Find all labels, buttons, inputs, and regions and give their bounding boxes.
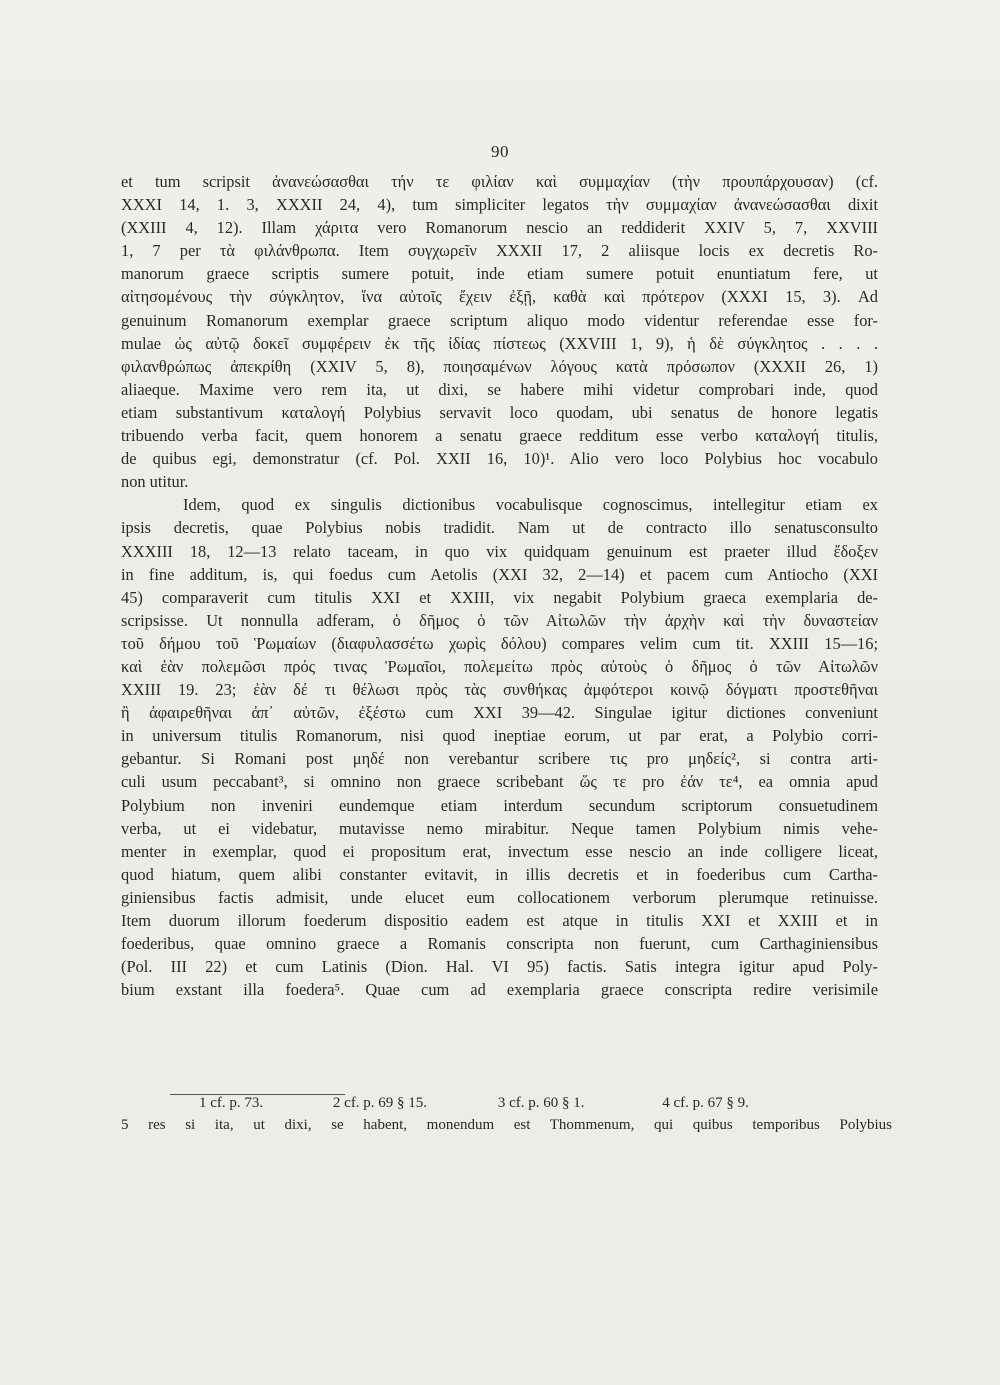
text-line: verba, ut ei videbatur, mutavisse nemo mirabitur. Neque tamen Polybium nimis vehe- xyxy=(121,818,878,838)
footnote-1: 1 cf. p. 73. xyxy=(199,1095,264,1111)
footnote-5: 5 res si ita, ut dixi, se habent, monendum est Thommenum, qui quibus temporibus Polybius xyxy=(121,1117,892,1133)
text-line: scripsisse. Ut nonnulla adferam, ὁ δῆμος ὁ τῶν Αἰτωλῶν τὴν ἀρχὴν καὶ τὴν δυναστείαν xyxy=(121,610,878,630)
text-line: menter in exemplar, quod ei propositum erat, invectum esse nescio an inde colligere liceat, xyxy=(121,841,878,861)
text-line: giniensibus factis admisit, unde elucet eum collocationem verborum plerumque retinuisse. xyxy=(121,887,878,907)
text-line: φιλανθρώπως ἀπεκρίθη (XXIV 5, 8), ποιησαμένων λόγους κατὰ πρόσωπον (XXXII 26, 1) xyxy=(121,356,878,376)
text-line: XXXI 14, 1. 3, XXXII 24, 4), tum simpliciter legatos τὴν συμμαχίαν ἀνανεώσασθαι dixit xyxy=(121,195,878,215)
text-line: et tum scripsit ἀνανεώσασθαι τήν τε φιλίαν καὶ συμμαχίαν (τὴν προυπάρχουσαν) (cf. xyxy=(121,172,878,191)
text-line: Item duorum illorum foederum dispositio eadem est atque in titulis XXI et XXIII et in xyxy=(121,911,878,930)
text-line: non utitur. xyxy=(121,472,189,492)
text-line: ἢ ἀφαιρεθῆναι ἀπ᾽ αὐτῶν, ἐξέστω cum XXI 39—42. Singulae igitur dictiones conveniunt xyxy=(121,703,878,723)
text-line: καὶ ἐὰν πολεμῶσι πρός τινας Ῥωμαῖοι, πολεμείτω πρὸς αὐτοὺς ὁ δῆμος ὁ τῶν Αἰτωλῶν xyxy=(121,656,878,676)
text-line: αἰτησομένους τὴν σύγκλητον, ἵνα αὐτοῖς ἔχειν ἐξῇ, καθὰ καὶ πρότερον (XXXI 15, 3). Ad xyxy=(121,287,878,307)
text-line: (Pol. III 22) et cum Latinis (Dion. Hal. VI 95) factis. Satis integra igitur apud Poly- xyxy=(121,957,878,977)
paragraph-2 xyxy=(121,493,878,1001)
text-line: manorum graece scriptis sumere potuit, inde etiam sumere potuit enuntiatum fere, ut xyxy=(121,264,878,284)
body-text xyxy=(121,170,878,1001)
text-line: (XXIII 4, 12). Illam χάριτα vero Romanorum nescio an reddiderit XXIV 5, 7, XXVIII xyxy=(121,218,878,238)
text-line: Idem, quod ex singulis dictionibus vocabulisque cognoscimus, intellegitur etiam ex xyxy=(183,495,878,515)
text-line: culi usum peccabant³, si omnino non graece scribebant ὥς τε pro ἐάν τε⁴, ea omnia apud xyxy=(121,772,878,792)
text-line: foederibus, quae omnino graece a Romanis conscripta non fuerunt, cum Carthaginiensibus xyxy=(121,934,878,954)
footnote-3: 3 cf. p. 60 § 1. xyxy=(497,1095,585,1111)
text-line: tribuendo verba facit, quem honorem a senatu graece redditum esse verbo καταλογή titulis, xyxy=(121,426,878,446)
paragraph-1 xyxy=(121,170,878,493)
text-line: in fine additum, is, qui foedus cum Aetolis (XXI 32, 2—14) et pacem cum Antiocho (XXI xyxy=(121,564,878,584)
page-number: 90 xyxy=(491,142,509,161)
footnote-row-1 xyxy=(121,1092,892,1114)
text-line: bium exstant illa foedera⁵. Quae cum ad exemplaria graece conscripta redire verisimile xyxy=(121,980,878,1000)
text-line: quod hiatum, quem alibi constanter evitavit, in illis decretis et in foederibus cum Cartha- xyxy=(121,864,878,884)
text-line: Polybium non inveniri eundemque etiam interdum secundum scriptorum consuetudinem xyxy=(121,795,878,815)
text-line: mulae ὡς αὐτῷ δοκεῖ συμφέρειν ἐκ τῆς ἰδίας πίστεως (XXVIII 1, 9), ἡ δὲ σύγκλητος . . . . xyxy=(121,333,878,353)
text-line: 45) comparaverit cum titulis XXI et XXIII, vix negabit Polybium graeca exemplaria de- xyxy=(121,587,878,607)
text-line: gebantur. Si Romani post μηδέ non verebantur scribere τις pro μηδείς², si contra arti- xyxy=(121,749,878,769)
text-line: τοῦ δήμου τοῦ Ῥωμαίων (διαφυλασσέτω χωρὶς δόλου) compares velim cum tit. XXIII 15—16; xyxy=(121,633,878,653)
text-line: ipsis decretis, quae Polybius nobis tradidit. Nam ut de contracto illo senatusconsulto xyxy=(121,518,878,538)
text-line: XXIII 19. 23; ἐὰν δέ τι θέλωσι πρὸς τὰς συνθήκας ἀμφότεροι κοινῷ δόγματι προστεθῆναι xyxy=(121,680,878,700)
text-line: in universum titulis Romanorum, nisi quod ineptiae eorum, ut par erat, a Polybio corri- xyxy=(121,726,878,746)
footnote-2: 2 cf. p. 69 § 15. xyxy=(332,1095,428,1111)
text-line: XXXIII 18, 12—13 relato taceam, in quo vix quidquam genuinum est praeter illud ἔδοξεν xyxy=(121,541,878,561)
text-line: de quibus egi, demonstratur (cf. Pol. XXII 16, 10)¹. Alio vero loco Polybius hoc vocabulo xyxy=(121,449,878,469)
text-line: aliaeque. Maxime vero rem ita, ut dixi, se habere mihi videtur comprobari inde, quod xyxy=(121,379,878,399)
footnotes xyxy=(121,1092,892,1136)
text-line: 1, 7 per τὰ φιλάνθρωπα. Item συγχωρεῖν XXXII 17, 2 aliisque locis ex decretis Ro- xyxy=(121,241,878,261)
text-line: genuinum Romanorum exemplar graece scriptum aliquo modo videntur referendae esse for- xyxy=(121,310,878,330)
footnote-4: 4 cf. p. 67 § 9. xyxy=(662,1095,749,1111)
text-line: etiam substantivum καταλογή Polybius servavit loco quodam, ubi senatus de honore legatis xyxy=(121,402,878,422)
